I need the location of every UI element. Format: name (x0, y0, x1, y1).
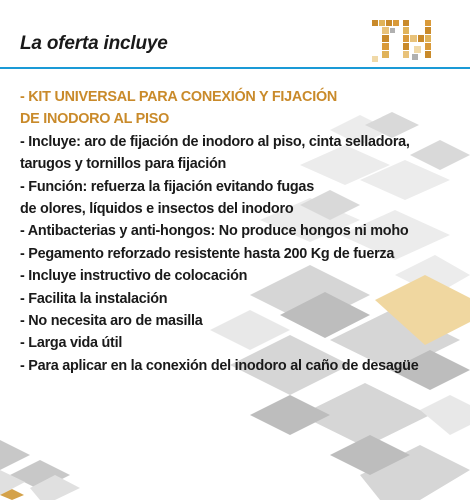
header-divider (0, 67, 470, 69)
list-item: - Incluye: aro de fijación de inodoro al piso, cinta selladora, (20, 133, 410, 150)
offer-details (20, 86, 465, 377)
list-item: - Para aplicar en la conexión del inodoro al caño de desagüe (20, 357, 419, 374)
product-heading-line-2: DE INODORO AL PISO (20, 111, 170, 128)
list-item: - Larga vida útil (20, 335, 123, 352)
list-item: tarugos y tornillos para fijación (20, 156, 227, 173)
list-item: - Facilita la instalación (20, 290, 168, 307)
page-title: La oferta incluye (20, 33, 168, 54)
brand-logo (370, 16, 434, 66)
list-item: de olores, líquidos e insectos del inodoro (20, 201, 294, 218)
list-item: - Función: refuerza la fijación evitando fugas (20, 178, 314, 195)
header (0, 0, 470, 70)
list-item: - No necesita aro de masilla (20, 313, 203, 330)
list-item: - Pegamento reforzado resistente hasta 200 Kg de fuerza (20, 245, 395, 262)
list-item: - Antibacterias y anti-hongos: No produce hongos ni moho (20, 223, 409, 240)
product-heading-line-1: - KIT UNIVERSAL PARA CONEXIÓN Y FIJACIÓN (20, 89, 338, 105)
list-item: - Incluye instructivo de colocación (20, 268, 248, 285)
